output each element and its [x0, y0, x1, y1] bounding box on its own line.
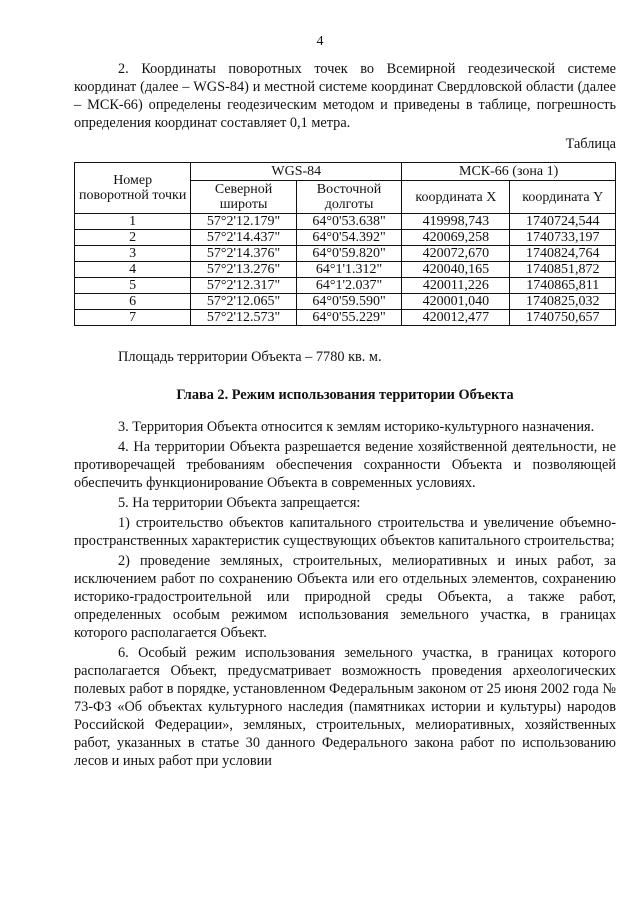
item-5-1: 1) строительство объектов капитального строительства и увеличение объемно-пространственных характеристик существующих объектов капитального строительства; — [74, 515, 616, 549]
cell-longitude: 64°0'59.590" — [296, 294, 401, 310]
cell-point-number: 3 — [75, 246, 191, 262]
header-longitude: Восточной долготы — [296, 181, 401, 214]
cell-coord-x: 420011,226 — [402, 278, 510, 294]
item-6: 6. Особый режим использования земельного участка, в границах которого располагается Объект, предусматривает возможность проведения археологических полевых работ в порядке, установленном Федеральным законом от 25 июня 2002 года № 73-ФЗ «Об объектах культурного наследия (памятниках истории и культуры) народов Российской Федерации», земляных, строительных, мелиоративных, хозяйственных работ, указанных в статье 30 данного Федерального закона работ по использованию лесов и иных работ при условии — [74, 645, 616, 769]
item-5: 5. На территории Объекта запрещается: — [118, 495, 361, 511]
cell-coord-x: 420072,670 — [402, 246, 510, 262]
table-row — [75, 230, 616, 246]
header-latitude: Северной широты — [191, 181, 296, 214]
cell-point-number: 7 — [75, 310, 191, 326]
table-row — [75, 294, 616, 310]
cell-latitude: 57°2'13.276" — [191, 262, 296, 278]
cell-latitude: 57°2'14.376" — [191, 246, 296, 262]
cell-longitude: 64°0'54.392" — [296, 230, 401, 246]
cell-coord-y: 1740733,197 — [510, 230, 616, 246]
cell-coord-y: 1740750,657 — [510, 310, 616, 326]
cell-latitude: 57°2'12.179" — [191, 214, 296, 230]
header-coord-x: координата X — [402, 181, 510, 214]
cell-longitude: 64°0'53.638" — [296, 214, 401, 230]
header-msk66: МСК-66 (зона 1) — [402, 163, 616, 181]
cell-coord-x: 420040,165 — [402, 262, 510, 278]
table-row — [75, 310, 616, 326]
table-row — [75, 262, 616, 278]
table-row — [75, 214, 616, 230]
cell-point-number: 5 — [75, 278, 191, 294]
cell-latitude: 57°2'12.317" — [191, 278, 296, 294]
cell-coord-y: 1740851,872 — [510, 262, 616, 278]
page-content — [74, 60, 616, 770]
cell-point-number: 2 — [75, 230, 191, 246]
item-4: 4. На территории Объекта разрешается ведение хозяйственной деятельности, не противоречащей требованиям обеспечения сохранности Объекта и позволяющей обеспечить функционирование Объекта в современных условиях. — [74, 439, 616, 491]
chapter-title: Глава 2. Режим использования территории Объекта — [176, 387, 514, 403]
cell-coord-x: 419998,743 — [402, 214, 510, 230]
cell-longitude: 64°1'2.037" — [296, 278, 401, 294]
item-3: 3. Территория Объекта относится к землям историко-культурного назначения. — [118, 419, 595, 435]
header-wgs84: WGS-84 — [191, 163, 402, 181]
page-number: 4 — [316, 34, 324, 49]
cell-point-number: 4 — [75, 262, 191, 278]
cell-point-number: 1 — [75, 214, 191, 230]
cell-coord-x: 420012,477 — [402, 310, 510, 326]
cell-coord-x: 420069,258 — [402, 230, 510, 246]
header-coord-y: координата Y — [510, 181, 616, 214]
table-caption: Таблица — [565, 136, 616, 152]
cell-coord-y: 1740824,764 — [510, 246, 616, 262]
cell-coord-y: 1740825,032 — [510, 294, 616, 310]
cell-longitude: 64°0'59.820" — [296, 246, 401, 262]
header-point-number: Номер поворотной точки — [75, 163, 191, 214]
paragraph-2: 2. Координаты поворотных точек во Всемирной геодезической системе координат (далее – WGS-84) и местной системе координат Свердловской области (далее – МСК-66) определены геодезическим методом и приведены в таблице, погрешность определения координат составляет 0,1 метра. — [74, 61, 616, 131]
table-row — [75, 246, 616, 262]
cell-coord-y: 1740724,544 — [510, 214, 616, 230]
cell-point-number: 6 — [75, 294, 191, 310]
cell-coord-x: 420001,040 — [402, 294, 510, 310]
area-statement: Площадь территории Объекта – 7780 кв. м. — [118, 349, 382, 365]
cell-longitude: 64°1'1.312" — [296, 262, 401, 278]
cell-latitude: 57°2'12.065" — [191, 294, 296, 310]
cell-longitude: 64°0'55.229" — [296, 310, 401, 326]
item-5-2: 2) проведение земляных, строительных, мелиоративных и иных работ, за исключением работ по сохранению Объекта или его отдельных элементов, сохранению историко-градостроительной или природной среды Объекта, а также работ, определенных особым режимом использования земельного участка, в границах которого располагается Объект. — [74, 553, 616, 641]
cell-latitude: 57°2'14.437" — [191, 230, 296, 246]
table-row — [75, 278, 616, 294]
cell-latitude: 57°2'12.573" — [191, 310, 296, 326]
cell-coord-y: 1740865,811 — [510, 278, 616, 294]
coordinates-table — [74, 162, 616, 326]
